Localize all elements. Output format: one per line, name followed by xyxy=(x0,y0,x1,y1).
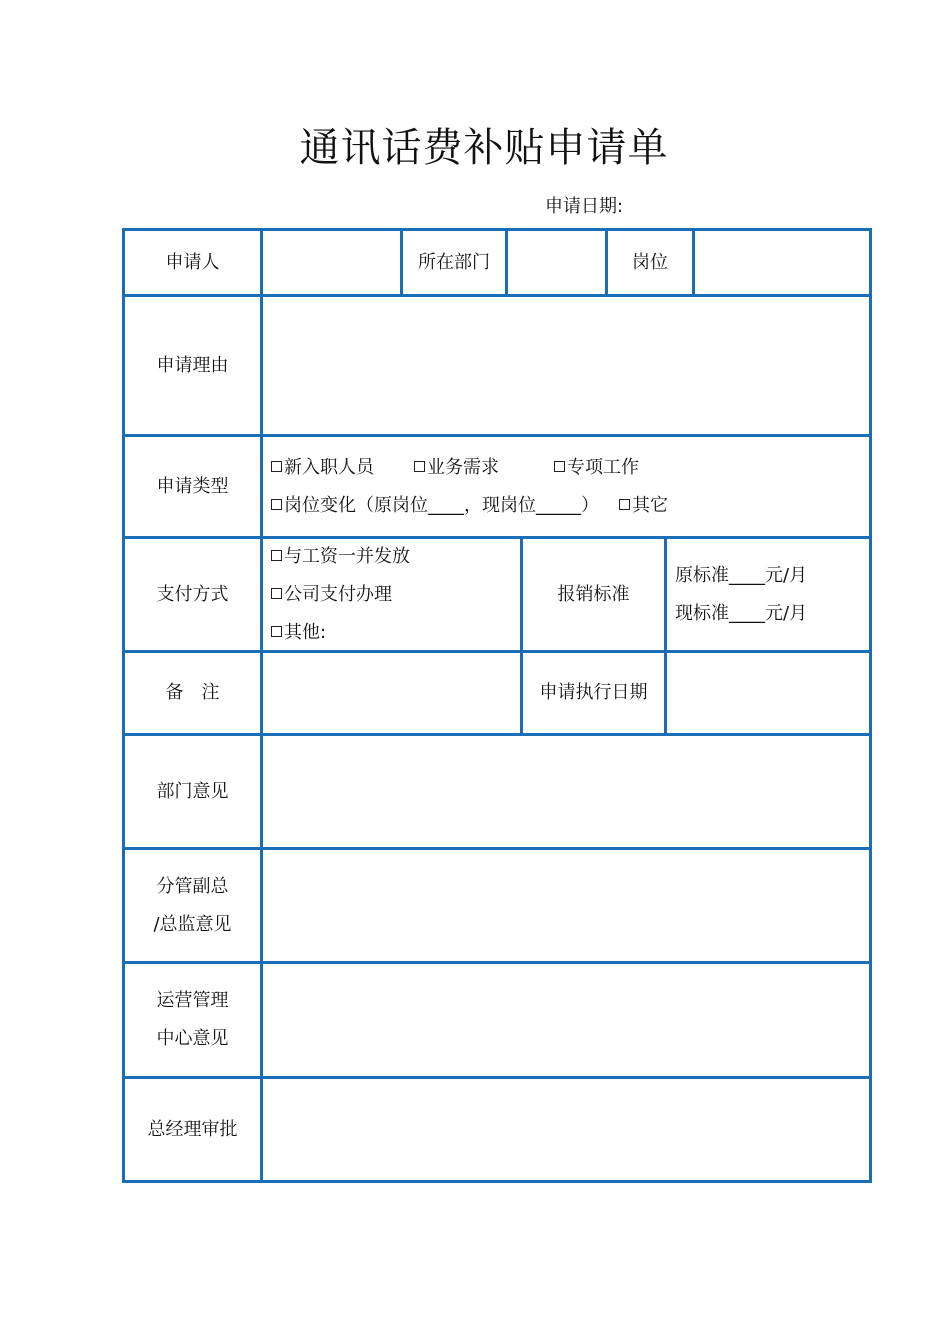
exec-date-input-cell[interactable] xyxy=(664,650,872,736)
dept-opinion-input-cell[interactable] xyxy=(260,733,872,850)
checkbox-special-project[interactable] xyxy=(554,461,565,472)
apply-date-label: 申请日期: xyxy=(545,196,624,217)
applicant-label-cell xyxy=(122,228,263,297)
payment-label: 支付方式 xyxy=(156,583,229,605)
payment-label-cell xyxy=(122,536,263,653)
reimburse-std-label: 报销标准 xyxy=(557,583,630,605)
opt-with-salary: 与工资一并发放 xyxy=(284,545,410,567)
gm-approval-label-cell xyxy=(122,1076,263,1183)
exec-date-label: 申请执行日期 xyxy=(539,682,648,703)
opt-company-pay: 公司支付办理 xyxy=(284,583,392,605)
remark-input-cell[interactable] xyxy=(260,650,523,736)
gm-approval-label: 总经理审批 xyxy=(147,1118,238,1140)
opt-position-change: 岗位变化（原岗位____，现岗位_____） xyxy=(284,494,599,516)
applicant-input-cell[interactable] xyxy=(260,228,403,297)
ops-opinion-label-line1: 运营管理 xyxy=(156,990,229,1011)
checkbox-position-change[interactable] xyxy=(271,499,282,510)
exec-date-label-cell xyxy=(520,650,667,736)
reimburse-std-values-cell[interactable] xyxy=(664,536,872,653)
opt-business-need: 业务需求 xyxy=(427,456,499,478)
type-label-cell xyxy=(122,434,263,539)
type-options-row-1 xyxy=(271,449,869,487)
type-label: 申请类型 xyxy=(156,475,229,497)
reimburse-std-label-cell xyxy=(520,536,667,653)
ops-opinion-label-line2: 中心意见 xyxy=(156,1028,229,1049)
checkbox-with-salary[interactable] xyxy=(271,550,282,561)
gm-approval-input-cell[interactable] xyxy=(260,1076,872,1183)
ops-opinion-label-cell xyxy=(122,961,263,1079)
vp-opinion-input-cell[interactable] xyxy=(260,847,872,964)
payment-options-cell xyxy=(260,536,523,653)
opt-special-project: 专项工作 xyxy=(567,456,639,478)
remark-label-cell xyxy=(122,650,263,736)
vp-opinion-label-line2: /总监意见 xyxy=(153,913,232,935)
checkbox-business-need[interactable] xyxy=(414,461,425,472)
reason-label: 申请理由 xyxy=(156,354,229,376)
dept-opinion-label: 部门意见 xyxy=(156,780,229,802)
form-title: 通讯话费补贴申请单 xyxy=(299,125,669,171)
vp-opinion-label-line1: 分管副总 xyxy=(156,875,229,897)
reason-label-cell xyxy=(122,294,263,437)
department-label-cell xyxy=(400,228,508,297)
checkbox-company-pay[interactable] xyxy=(271,588,282,599)
department-label: 所在部门 xyxy=(418,251,490,273)
dept-opinion-label-cell xyxy=(122,733,263,850)
department-input-cell[interactable] xyxy=(505,228,608,297)
remark-label: 备 注 xyxy=(165,682,220,703)
old-standard: 原标准____元/月 xyxy=(675,564,808,586)
opt-payment-other: 其他: xyxy=(284,621,327,643)
ops-opinion-input-cell[interactable] xyxy=(260,961,872,1079)
new-standard: 现标准____元/月 xyxy=(675,602,808,624)
applicant-label: 申请人 xyxy=(165,251,220,273)
opt-type-other: 其它 xyxy=(632,494,668,516)
position-label: 岗位 xyxy=(632,251,668,273)
opt-new-hire: 新入职人员 xyxy=(284,456,374,478)
type-options-cell xyxy=(260,434,872,539)
checkbox-type-other[interactable] xyxy=(619,499,630,510)
reason-input-cell[interactable] xyxy=(260,294,872,437)
position-input-cell[interactable] xyxy=(692,228,872,297)
checkbox-new-hire[interactable] xyxy=(271,461,282,472)
vp-opinion-label-cell xyxy=(122,847,263,964)
type-options-row-2 xyxy=(271,487,869,525)
checkbox-payment-other[interactable] xyxy=(271,626,282,637)
position-label-cell xyxy=(605,228,695,297)
